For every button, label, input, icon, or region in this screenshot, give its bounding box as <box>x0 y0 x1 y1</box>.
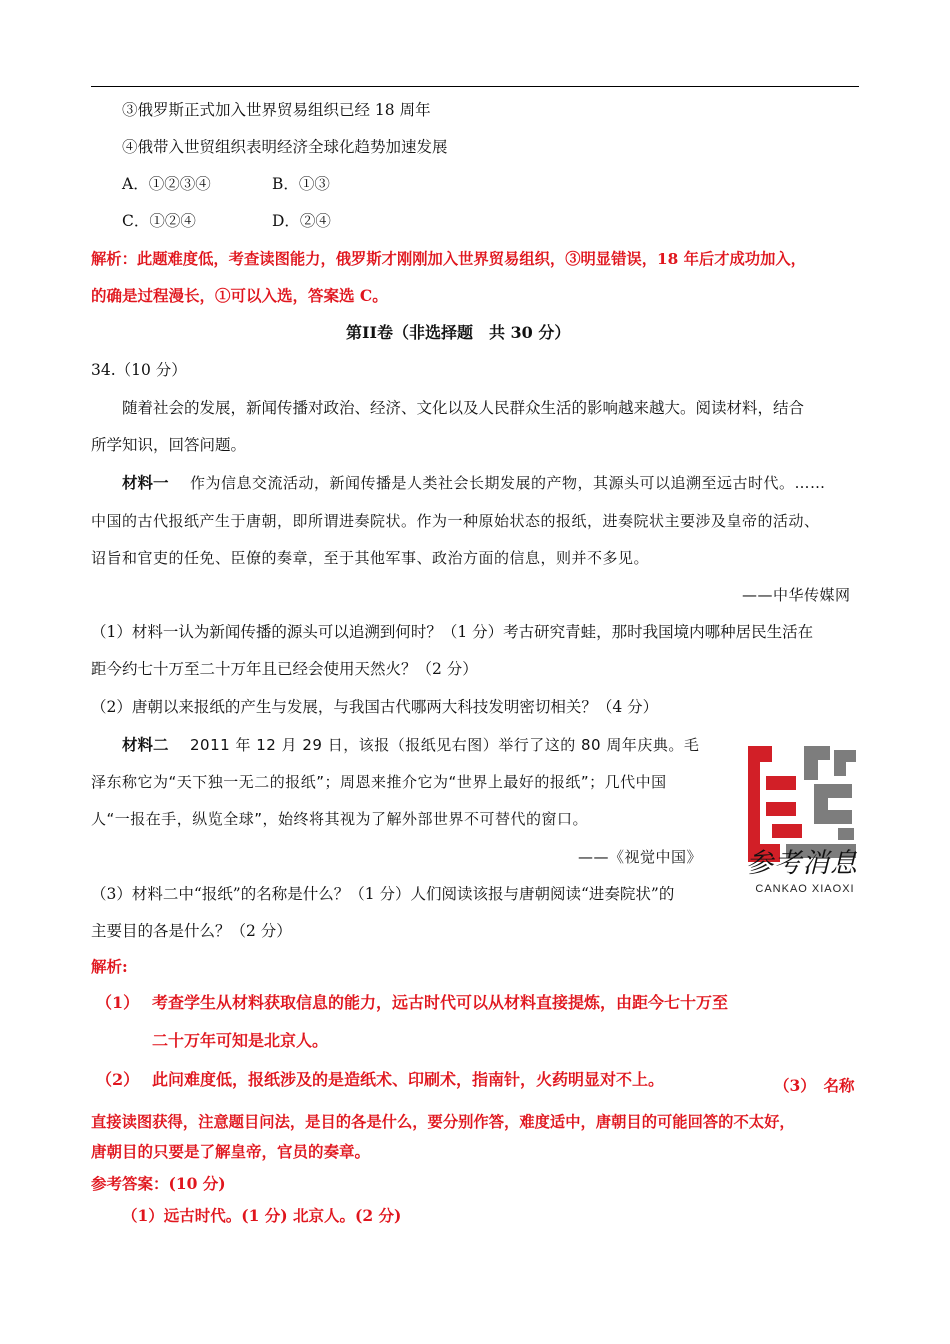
section-title: 第II卷（非选择题 共 30 分） <box>346 323 571 342</box>
question-1-line-1: （1）材料一认为新闻传播的源头可以追溯到何时？（1 分）考古研究青蛙，那时我国境内哪种居民生活在 <box>91 623 814 641</box>
analysis2-p1-number: （1） <box>96 993 140 1012</box>
reference-answer-label: 参考答案：(10 分) <box>91 1174 226 1193</box>
analysis2-p3-line-2: 唐朝目的只要是了解皇帝，官员的奏章。 <box>91 1142 371 1161</box>
header-rule <box>91 86 859 87</box>
question-2: （2）唐朝以来报纸的产生与发展，与我国古代哪两大科技发明密切相关？（4 分） <box>91 698 659 716</box>
analysis-line-1: 解析：此题难度低，考查读图能力，俄罗斯才刚刚加入世界贸易组织，③明显错误，18 年后才成功加入， <box>91 250 806 268</box>
logo-chinese-name: 参考消息 <box>746 848 858 879</box>
analysis2-p3-line-1: 直接读图获得，注意题目问法，是目的各是什么，要分别作答，难度适中，唐朝目的可能回答的不太好， <box>91 1113 795 1131</box>
analysis2-p3-head: （3） 名称 <box>774 1076 855 1095</box>
option-item-3: ③俄罗斯正式加入世界贸易组织已经 18 周年 <box>122 101 431 119</box>
option-item-4: ④俄带入世贸组织表明经济全球化趋势加速发展 <box>122 138 448 156</box>
material1-label: 材料一 <box>122 473 169 492</box>
question-intro-1: 随着社会的发展，新闻传播对政治、经济、文化以及人民群众生活的影响越来越大。阅读材料，结合 <box>122 399 805 417</box>
analysis2-p1-line-1: 考查学生从材料获取信息的能力，远古时代可以从材料直接提炼，由距今七十万至 <box>152 993 729 1012</box>
logo-pinyin: CANKAO XIAOXI <box>755 883 855 895</box>
choice-b: B．①③ <box>272 175 330 193</box>
material2-line-2: 泽东称它为“天下独一无二的报纸”；周恩来推介它为“世界上最好的报纸”；几代中国 <box>91 773 667 791</box>
reference-answer-1: （1）远古时代。(1 分) 北京人。(2 分) <box>122 1206 402 1225</box>
material2-line-3: 人“一报在手，纵览全球”，始终将其视为了解外部世界不可替代的窗口。 <box>91 810 589 828</box>
question-number: 34.（10 分） <box>91 361 187 379</box>
choice-d: D．②④ <box>272 212 331 230</box>
material2-source: ——《视觉中国》 <box>578 848 703 866</box>
analysis2-label: 解析: <box>91 957 128 976</box>
analysis2-p1-line-2: 二十万年可知是北京人。 <box>152 1031 329 1050</box>
choice-c: C．①②④ <box>122 212 196 230</box>
material1-line-2: 中国的古代报纸产生于唐朝，即所谓进奏院状。作为一种原始状态的报纸，进奏院状主要涉及皇帝的活动、 <box>91 512 820 530</box>
question-intro-2: 所学知识，回答问题。 <box>91 436 247 454</box>
material2-line-1: 2011 年 12 月 29 日，该报（报纸见右图）举行了这的 80 周年庆典。毛 <box>190 736 700 754</box>
question-1-line-2: 距今约七十万至二十万年且已经会使用天然火？（2 分） <box>91 660 478 678</box>
analysis2-p2-text: 此问难度低，报纸涉及的是造纸术、印刷术，指南针，火药明显对不上。 <box>152 1070 665 1089</box>
material2-label: 材料二 <box>122 735 169 754</box>
analysis-line-2: 的确是过程漫长，①可以入选，答案选 C。 <box>91 286 388 305</box>
question-3-line-2: 主要目的各是什么？（2 分） <box>91 922 292 940</box>
material1-line-3: 诏旨和官吏的任免、臣僚的奏章，至于其他军事、政治方面的信息，则并不多见。 <box>91 549 650 567</box>
choice-a: A．①②③④ <box>122 175 211 193</box>
analysis2-p2-number: （2） <box>96 1070 140 1089</box>
material1-line-1: 作为信息交流活动，新闻传播是人类社会长期发展的产物，其源头可以追溯至远古时代。…… <box>190 474 826 492</box>
newspaper-logo <box>734 740 870 902</box>
material1-source: ——中华传媒网 <box>742 586 851 604</box>
question-3-line-1: （3）材料二中“报纸”的名称是什么？（1 分）人们阅读该报与唐朝阅读“进奏院状”的 <box>91 885 675 903</box>
